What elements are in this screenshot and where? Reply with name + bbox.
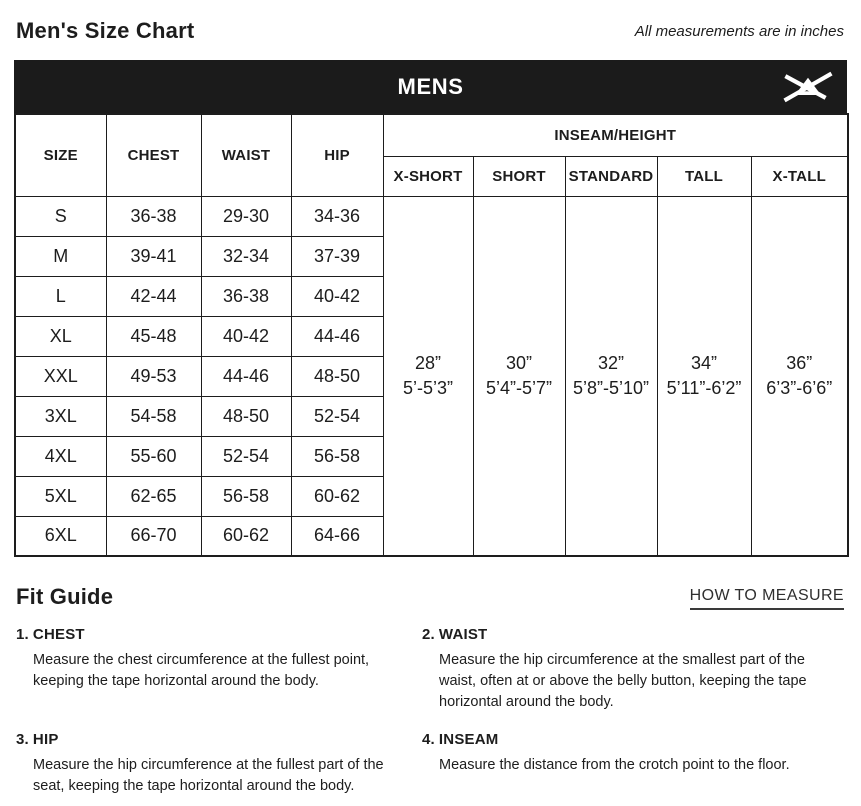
mens-banner: [14, 60, 847, 113]
cell-waist: 32-34: [201, 236, 291, 276]
inseam-length: 30”: [505, 352, 532, 373]
fit-item-label: HIP: [32, 731, 59, 748]
col-header-standard: STANDARD: [565, 156, 657, 196]
cell-size: 3XL: [15, 396, 106, 436]
cell-chest: 36-38: [106, 196, 201, 236]
cell-hip: 48-50: [291, 356, 383, 396]
cell-chest: 62-65: [106, 476, 201, 516]
inseam-cell-x-short: [383, 196, 473, 556]
measurement-note: All measurements are in inches: [634, 22, 844, 40]
cell-waist: 29-30: [201, 196, 291, 236]
fit-item-heading: [422, 626, 845, 643]
fit-guide-grid: [16, 626, 845, 797]
fit-item-heading: [422, 731, 845, 748]
inseam-length: 28”: [414, 352, 441, 373]
cell-waist: 56-58: [201, 476, 291, 516]
cell-size: M: [15, 236, 106, 276]
cell-hip: 56-58: [291, 436, 383, 476]
fit-item-label: CHEST: [32, 626, 85, 643]
inseam-height-range: 6’3”-6’6”: [766, 377, 833, 398]
inseam-length: 36”: [786, 352, 813, 373]
brand-x-logo-icon: [782, 69, 834, 105]
inseam-height-range: 5’11”-6’2”: [666, 377, 742, 398]
fit-item-heading: [16, 731, 422, 748]
fit-guide-item-chest: [16, 626, 422, 713]
fit-item-label: WAIST: [438, 626, 488, 643]
col-header-size: SIZE: [15, 114, 106, 196]
cell-waist: 40-42: [201, 316, 291, 356]
cell-chest: 55-60: [106, 436, 201, 476]
size-table: [14, 113, 849, 557]
cell-hip: 64-66: [291, 516, 383, 556]
cell-chest: 45-48: [106, 316, 201, 356]
fit-item-description: Measure the hip circumference at the smallest part of the waist, often at or above the belly button, keeping the tape horizontal around the body.: [439, 652, 807, 710]
cell-size: XXL: [15, 356, 106, 396]
fit-item-description: Measure the hip circumference at the fullest part of the seat, keeping the tape horizontal around the body.: [33, 757, 384, 794]
col-group-inseam-height: INSEAM/HEIGHT: [383, 114, 848, 156]
cell-chest: 49-53: [106, 356, 201, 396]
cell-hip: 40-42: [291, 276, 383, 316]
inseam-height-range: 5’8”-5’10”: [572, 377, 650, 398]
col-header-hip: HIP: [291, 114, 383, 196]
fit-guide-item-hip: [16, 731, 422, 797]
cell-chest: 42-44: [106, 276, 201, 316]
fit-item-description: Measure the chest circumference at the fullest point, keeping the tape horizontal around the body.: [33, 652, 370, 689]
cell-size: 4XL: [15, 436, 106, 476]
cell-waist: 44-46: [201, 356, 291, 396]
col-header-x-tall: X-TALL: [751, 156, 848, 196]
inseam-cell-tall: [657, 196, 751, 556]
fit-guide-header: [16, 584, 844, 610]
cell-hip: 34-36: [291, 196, 383, 236]
cell-hip: 44-46: [291, 316, 383, 356]
fit-item-description: Measure the distance from the crotch point to the floor.: [439, 757, 790, 773]
inseam-height-range: 5’4”-5’7”: [485, 377, 553, 398]
how-to-measure-link[interactable]: HOW TO MEASURE: [690, 587, 844, 610]
size-chart: [14, 60, 847, 557]
fit-item-number: 1.: [16, 626, 29, 643]
cell-chest: 54-58: [106, 396, 201, 436]
col-header-short: SHORT: [473, 156, 565, 196]
table-row: [15, 196, 848, 236]
col-header-tall: TALL: [657, 156, 751, 196]
fit-guide-title: Fit Guide: [16, 584, 114, 609]
cell-chest: 66-70: [106, 516, 201, 556]
cell-hip: 52-54: [291, 396, 383, 436]
inseam-cell-standard: [565, 196, 657, 556]
inseam-cell-x-tall: [751, 196, 848, 556]
cell-size: 5XL: [15, 476, 106, 516]
fit-item-number: 3.: [16, 731, 29, 748]
cell-size: 6XL: [15, 516, 106, 556]
banner-title: MENS: [397, 73, 464, 99]
inseam-length: 34”: [690, 352, 717, 373]
inseam-cell-short: [473, 196, 565, 556]
fit-item-number: 4.: [422, 731, 435, 748]
cell-waist: 48-50: [201, 396, 291, 436]
fit-guide-item-inseam: [422, 731, 845, 797]
cell-chest: 39-41: [106, 236, 201, 276]
inseam-height-range: 5’-5’3”: [402, 377, 454, 398]
page-title: Men's Size Chart: [16, 18, 195, 43]
inseam-length: 32”: [597, 352, 624, 373]
fit-guide-item-waist: [422, 626, 845, 713]
col-header-x-short: X-SHORT: [383, 156, 473, 196]
cell-size: XL: [15, 316, 106, 356]
cell-hip: 37-39: [291, 236, 383, 276]
fit-item-label: INSEAM: [438, 731, 499, 748]
fit-item-number: 2.: [422, 626, 435, 643]
cell-waist: 52-54: [201, 436, 291, 476]
cell-waist: 36-38: [201, 276, 291, 316]
col-header-chest: CHEST: [106, 114, 201, 196]
cell-size: L: [15, 276, 106, 316]
cell-size: S: [15, 196, 106, 236]
cell-hip: 60-62: [291, 476, 383, 516]
cell-waist: 60-62: [201, 516, 291, 556]
page-header: [0, 0, 861, 60]
col-header-waist: WAIST: [201, 114, 291, 196]
fit-item-heading: [16, 626, 422, 643]
